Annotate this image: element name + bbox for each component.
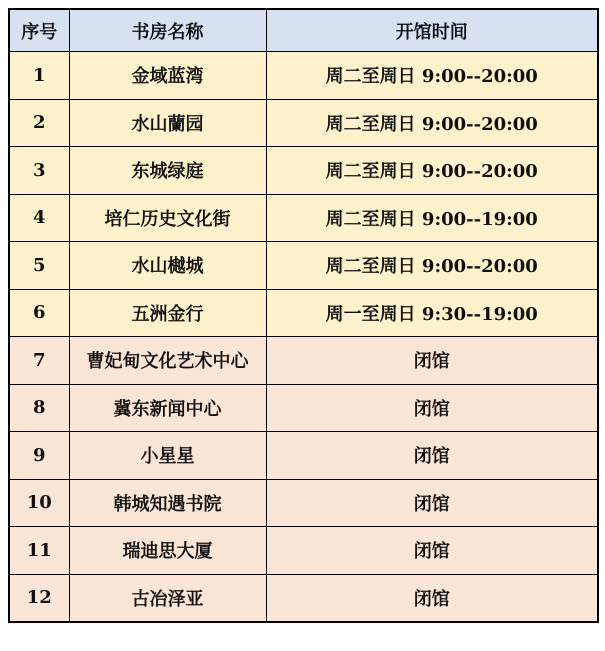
table-row	[9, 479, 598, 527]
table-row	[9, 242, 598, 290]
cell-no: 2	[9, 99, 69, 147]
cell-name: 瑞迪思大厦	[69, 527, 266, 575]
cell-name: 五洲金行	[69, 289, 266, 337]
cell-no: 3	[9, 147, 69, 195]
cell-no: 12	[9, 574, 69, 622]
cell-no: 7	[9, 337, 69, 385]
table-row	[9, 52, 598, 100]
table-body	[9, 52, 598, 623]
cell-hours: 闭馆	[266, 337, 598, 385]
table-row	[9, 289, 598, 337]
cell-hours: 周一至周日 9:30--19:00	[266, 289, 598, 337]
cell-no: 10	[9, 479, 69, 527]
cell-hours: 闭馆	[266, 479, 598, 527]
cell-name: 冀东新闻中心	[69, 384, 266, 432]
cell-name: 小星星	[69, 432, 266, 480]
cell-no: 4	[9, 194, 69, 242]
cell-name: 水山樾城	[69, 242, 266, 290]
cell-hours: 周二至周日 9:00--20:00	[266, 52, 598, 100]
cell-hours: 周二至周日 9:00--20:00	[266, 147, 598, 195]
table-row	[9, 337, 598, 385]
cell-no: 5	[9, 242, 69, 290]
table-row	[9, 574, 598, 622]
cell-name: 东城绿庭	[69, 147, 266, 195]
cell-hours: 闭馆	[266, 527, 598, 575]
cell-name: 金域蓝湾	[69, 52, 266, 100]
cell-hours: 闭馆	[266, 384, 598, 432]
table-row	[9, 527, 598, 575]
table-row	[9, 384, 598, 432]
table-row	[9, 99, 598, 147]
cell-hours: 周二至周日 9:00--20:00	[266, 242, 598, 290]
cell-name: 水山蘭园	[69, 99, 266, 147]
header-cell-no: 序号	[9, 9, 69, 52]
cell-hours: 闭馆	[266, 574, 598, 622]
reading-room-schedule-table	[8, 8, 599, 623]
cell-no: 8	[9, 384, 69, 432]
table-row	[9, 432, 598, 480]
cell-hours: 周二至周日 9:00--19:00	[266, 194, 598, 242]
cell-name: 韩城知遇书院	[69, 479, 266, 527]
cell-name: 古冶泽亚	[69, 574, 266, 622]
cell-name: 培仁历史文化街	[69, 194, 266, 242]
cell-no: 9	[9, 432, 69, 480]
header-cell-name: 书房名称	[69, 9, 266, 52]
table-row	[9, 194, 598, 242]
cell-no: 1	[9, 52, 69, 100]
cell-hours: 闭馆	[266, 432, 598, 480]
cell-name: 曹妃甸文化艺术中心	[69, 337, 266, 385]
header-cell-hours: 开馆时间	[266, 9, 598, 52]
cell-no: 11	[9, 527, 69, 575]
cell-no: 6	[9, 289, 69, 337]
table-row	[9, 147, 598, 195]
cell-hours: 周二至周日 9:00--20:00	[266, 99, 598, 147]
header-row	[9, 9, 598, 52]
